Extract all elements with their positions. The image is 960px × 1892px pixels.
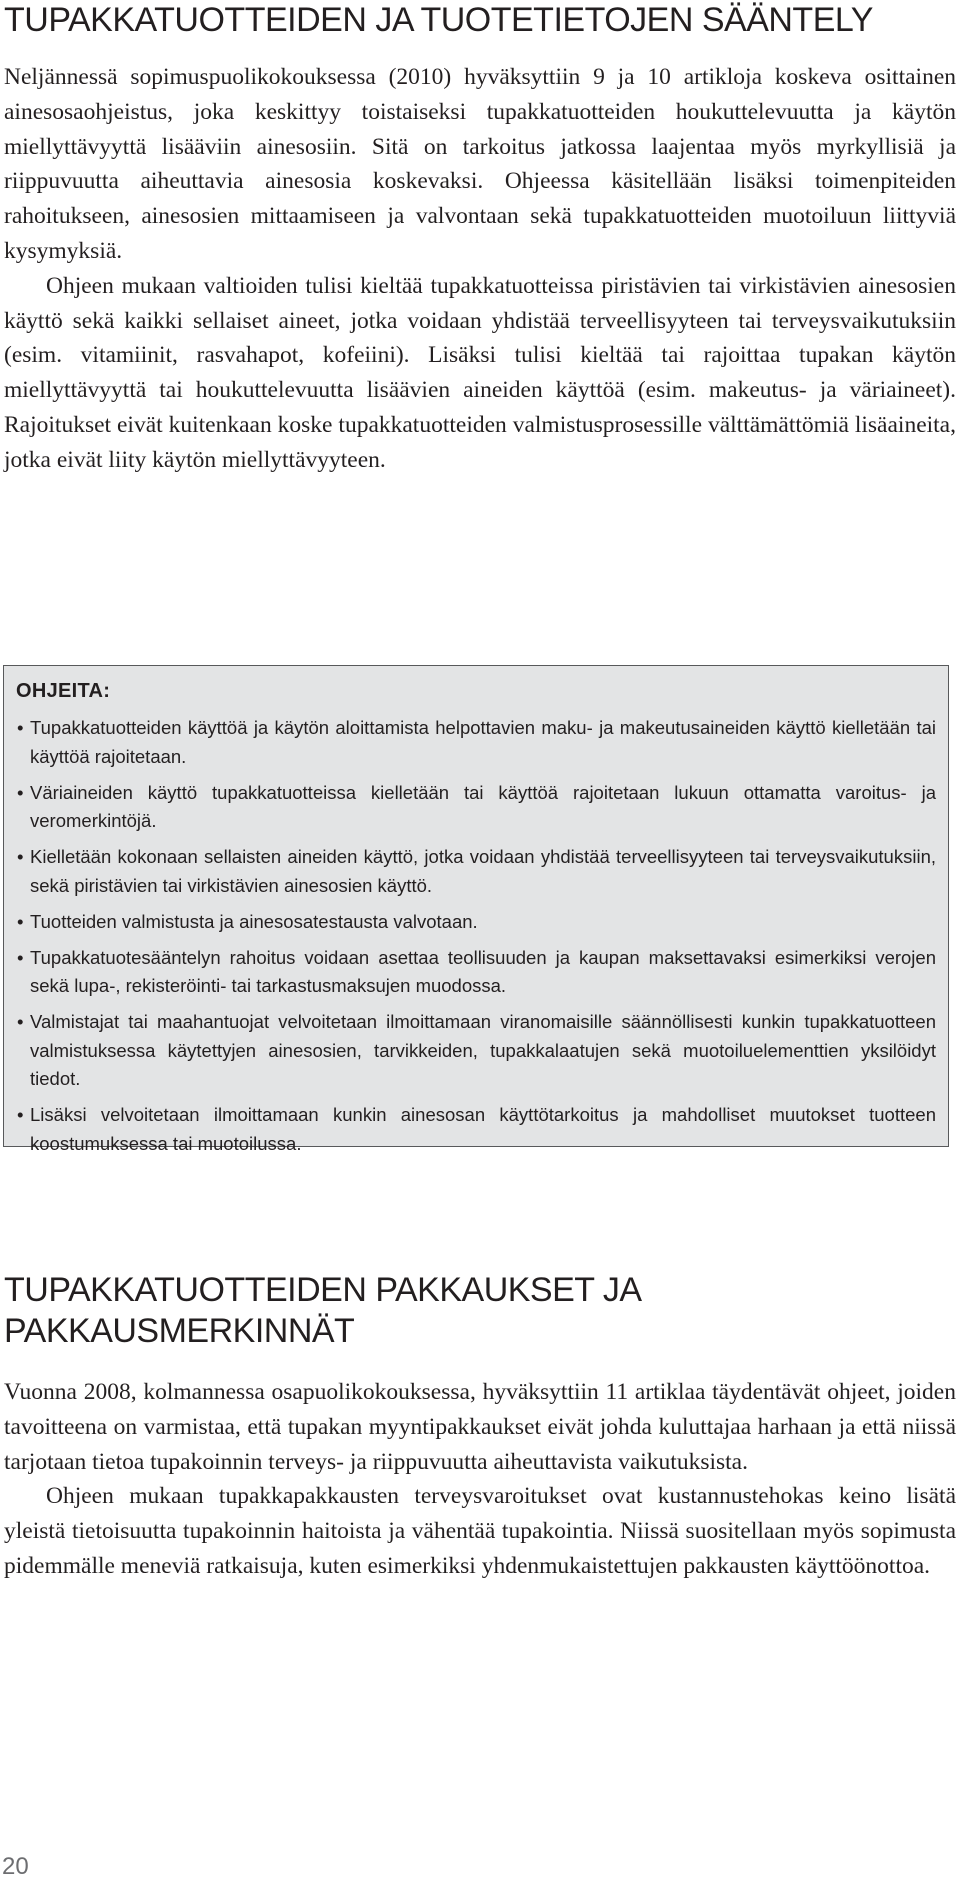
list-item <box>16 1008 936 1094</box>
guidelines-title: OHJEITA: <box>16 680 111 702</box>
bullet-icon: • <box>17 846 24 867</box>
paragraph: Neljännessä sopimuspuolikokouksessa (2010) hyväksyttiin 9 ja 10 artikloja koskeva osittainen ainesosaohjeistus, joka keskittyy toistaiseksi tupakkatuotteiden houkuttelevuutta ja käytön miellyttävyyttä lisääviin ainesosiin. Sitä on tarkoitus jatkossa laajentaa myös myrkyllisiä ja riippuvuutta aiheuttavia ainesosia koskevaksi. Ohjeessa käsitellään lisäksi toimenpiteiden rahoitukseen, ainesosien mittaamiseen ja valvontaan sekä tupakkatuotteiden muotoiluun liittyviä kysymyksiä. <box>4 64 956 264</box>
bullet-icon: • <box>17 946 24 968</box>
list-item <box>16 1101 936 1158</box>
list-item <box>16 714 936 771</box>
paragraph: Ohjeen mukaan tupakkapakkausten terveysvaroitukset ovat kustannustehokas keino lisätä yleistä tietoisuutta tupakoinnin haitoista ja vähentää tupakointia. Niissä suositellaan myös sopimusta pidemmälle meneviä ratkaisuja, kuten esimerkiksi yhdenmukaistettujen pakkausten käyttöönottoa. <box>4 1483 956 1579</box>
section-body-regulation <box>4 60 956 478</box>
bullet-icon: • <box>17 717 24 738</box>
section-heading-regulation: TUPAKKATUOTTEIDEN JA TUOTETIETOJEN SÄÄNTELY <box>4 1 873 39</box>
section-heading-packaging: TUPAKKATUOTTEIDEN PAKKAUKSET JA PAKKAUSMERKINNÄT <box>4 1271 640 1350</box>
list-item-text: Tuotteiden valmistusta ja ainesosatestausta valvotaan. <box>30 910 478 932</box>
list-item-text: Valmistajat tai maahantuojat velvoitetaan ilmoittamaan viranomaisille säännöllisesti kunkin tupakkatuotteen valmistuksessa käytettyjen ainesosien, tarvikkeiden, tupakkalaatujen sekä muotoiluelementtien yksilöidyt tiedot. <box>30 1011 936 1089</box>
list-item <box>16 779 936 836</box>
bullet-icon: • <box>17 1104 24 1125</box>
paragraph: Ohjeen mukaan valtioiden tulisi kieltää tupakkatuotteissa piristävien tai virkistävien ainesosien käyttö sekä kaikki sellaiset aineet, jotka voidaan yhdistää terveellisyyteen tai terveysvaikutuksiin (esim. vitamiinit, rasvahapot, kofeiini). Lisäksi tulisi kieltää tai rajoittaa tupakan käytön miellyttävyyttä tai houkuttelevuutta lisäävien aineiden käyttöä (esim. makeutus- ja väriaineet). Rajoitukset eivät kuitenkaan koske tupakkatuotteiden valmistusprosessille välttämättömiä lisäaineita, jotka eivät liity käytön miellyttävyyteen. <box>4 272 956 473</box>
list-item <box>16 944 936 1001</box>
list-item-text: Kielletään kokonaan sellaisten aineiden käyttö, jotka voidaan yhdistää terveellisyyteen tai terveysvaikutuksiin, sekä piristävien tai virkistävien ainesosien käyttö. <box>30 846 936 896</box>
section-body-packaging <box>4 1375 956 1584</box>
list-item-text: Tupakkatuotesääntelyn rahoitus voidaan asettaa teollisuuden ja kaupan maksettavaksi esimerkiksi verojen sekä lupa-, rekisteröinti- tai tarkastusmaksujen muodossa. <box>30 946 936 996</box>
paragraph: Vuonna 2008, kolmannessa osapuolikokouksessa, hyväksyttiin 11 artiklaa täydentävät ohjeet, joiden tavoitteena on varmistaa, että tupakan myyntipakkaukset eivät johda kuluttajaa harhaan ja että niissä tarjotaan tietoa tupakoinnin terveys- ja riippuvuutta aiheuttavista vaikutuksista. <box>4 1379 956 1475</box>
bullet-icon: • <box>17 1011 24 1032</box>
bullet-icon: • <box>17 910 24 932</box>
guidelines-box <box>3 665 949 1154</box>
list-item-text: Tupakkatuotteiden käyttöä ja käytön aloittamista helpottavien maku- ja makeutusaineiden käyttö kielletään tai käyttöä rajoitetaan. <box>30 717 936 767</box>
page-number: 20 <box>2 1853 29 1880</box>
list-item <box>16 843 936 900</box>
list-item <box>16 908 936 937</box>
list-item-text: Lisäksi velvoitetaan ilmoittamaan kunkin ainesosan käyttötarkoitus ja mahdolliset muutokset tuotteen koostumuksessa tai muotoilussa. <box>30 1104 936 1154</box>
bullet-icon: • <box>17 781 24 803</box>
list-item-text: Väriaineiden käyttö tupakkatuotteissa kielletään tai käyttöä rajoitetaan lukuun ottamatta varoitus- ja veromerkintöjä. <box>30 781 936 831</box>
guidelines-list <box>16 714 936 1158</box>
